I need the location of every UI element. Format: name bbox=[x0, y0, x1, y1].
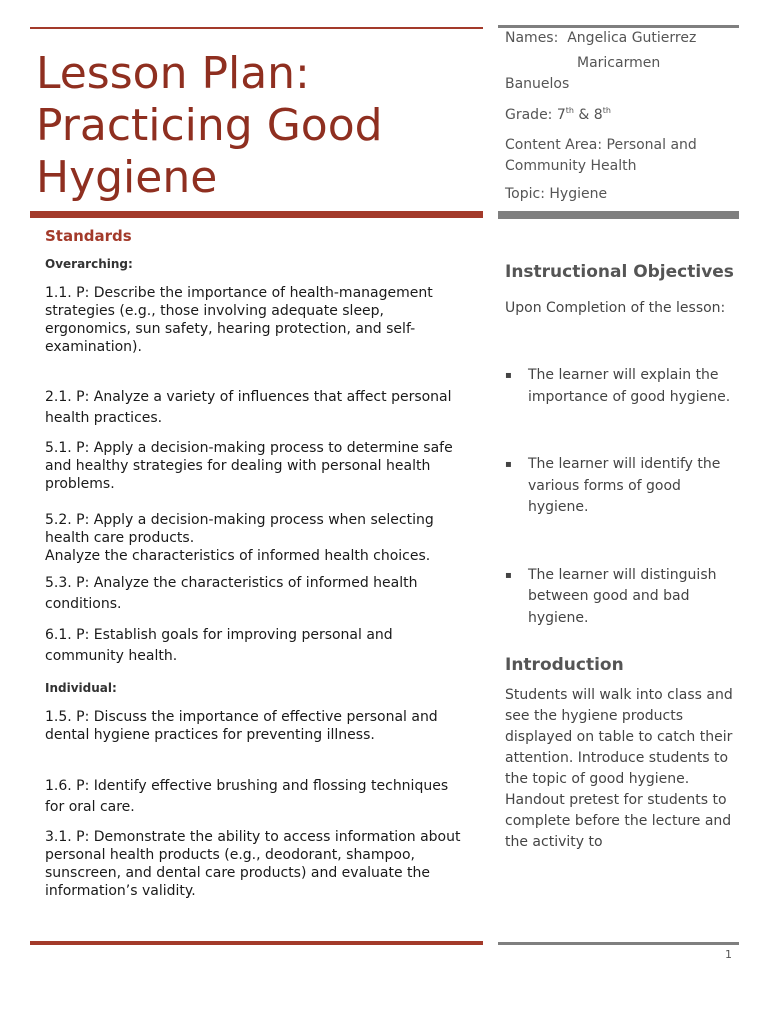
names-label: Names: bbox=[505, 30, 559, 46]
standard-2-1: 2.1. P: Analyze a variety of influences that affect personal health practices. bbox=[45, 389, 452, 426]
standard-5-1: 5.1. P: Apply a decision-making process to determine safe and healthy strategies for dealing with personal health problems. bbox=[45, 440, 453, 492]
objectives-list bbox=[505, 365, 740, 629]
standard-5-2: 5.2. P: Apply a decision-making process when selecting health care products. bbox=[45, 512, 434, 546]
header-bottom-rule-gray bbox=[498, 211, 739, 219]
standard-1-5: 1.5. P: Discuss the importance of effective personal and dental hygiene practices for preventing illness. bbox=[45, 709, 438, 743]
standard-5-3: 5.3. P: Analyze the characteristics of informed health conditions. bbox=[45, 575, 418, 612]
list-item bbox=[505, 454, 740, 519]
grade-prefix: Grade: 7 bbox=[505, 107, 566, 123]
grade-sup-2: th bbox=[602, 106, 611, 115]
header-top-rule-red bbox=[30, 27, 483, 29]
standards-section bbox=[45, 226, 465, 900]
objective-1: The learner will explain the importance of good hygiene. bbox=[528, 367, 731, 405]
page-title: Lesson Plan: Practicing Good Hygiene bbox=[36, 48, 383, 203]
names-line bbox=[505, 28, 745, 49]
topic: Topic: Hygiene bbox=[505, 186, 608, 202]
square-bullet-icon: ▪ bbox=[505, 569, 512, 581]
content-area: Content Area: Personal and Community Health bbox=[505, 137, 697, 174]
standard-1-6: 1.6. P: Identify effective brushing and flossing techniques for oral care. bbox=[45, 778, 449, 815]
grade-mid: & 8 bbox=[573, 107, 603, 123]
objectives-intro: Upon Completion of the lesson: bbox=[505, 300, 726, 316]
standard-5-2-extra: Analyze the characteristics of informed health choices. bbox=[45, 548, 431, 564]
grade-line bbox=[505, 105, 745, 126]
footer-rule-red bbox=[30, 941, 483, 945]
square-bullet-icon: ▪ bbox=[505, 459, 512, 470]
name-2-first: Maricarmen bbox=[577, 55, 661, 71]
list-item bbox=[505, 365, 740, 408]
objectives-section bbox=[505, 260, 740, 853]
objective-2: The learner will identify the various forms of good hygiene. bbox=[528, 456, 721, 515]
footer-rule-gray bbox=[498, 942, 739, 945]
introduction-heading: Introduction bbox=[505, 655, 624, 675]
objective-3: The learner will distinguish between good and bad hygiene. bbox=[528, 566, 717, 626]
square-bullet-icon: ▪ bbox=[505, 370, 512, 381]
overarching-label: Overarching: bbox=[45, 257, 133, 271]
grade-sup-1: th bbox=[565, 106, 574, 115]
standards-heading: Standards bbox=[45, 227, 132, 245]
list-item bbox=[505, 565, 740, 630]
lesson-meta bbox=[505, 28, 745, 205]
objectives-heading: Instructional Objectives bbox=[505, 262, 734, 282]
individual-label: Individual: bbox=[45, 681, 117, 695]
header-bottom-rule-red bbox=[30, 211, 483, 218]
standard-3-1: 3.1. P: Demonstrate the ability to access information about personal health products (e.g., deodorant, shampoo, sunscreen, and dental care products) and evaluate the information’s validity. bbox=[45, 829, 461, 899]
introduction-text: Students will walk into class and see the hygiene products displayed on table to catch their attention. Introduce students to the topic of good hygiene. Handout pretest for students to complete before the lecture and the activity to bbox=[505, 687, 733, 850]
name-2-last: Banuelos bbox=[505, 76, 570, 92]
name-1: Angelica Gutierrez bbox=[567, 30, 697, 46]
page-number: 1 bbox=[725, 948, 732, 961]
standard-6-1: 6.1. P: Establish goals for improving personal and community health. bbox=[45, 627, 393, 664]
name-2-line bbox=[505, 53, 745, 74]
standard-1-1: 1.1. P: Describe the importance of health-management strategies (e.g., those involving adequate sleep, ergonomics, sun safety, hearing protection, and self-examination). bbox=[45, 285, 433, 355]
